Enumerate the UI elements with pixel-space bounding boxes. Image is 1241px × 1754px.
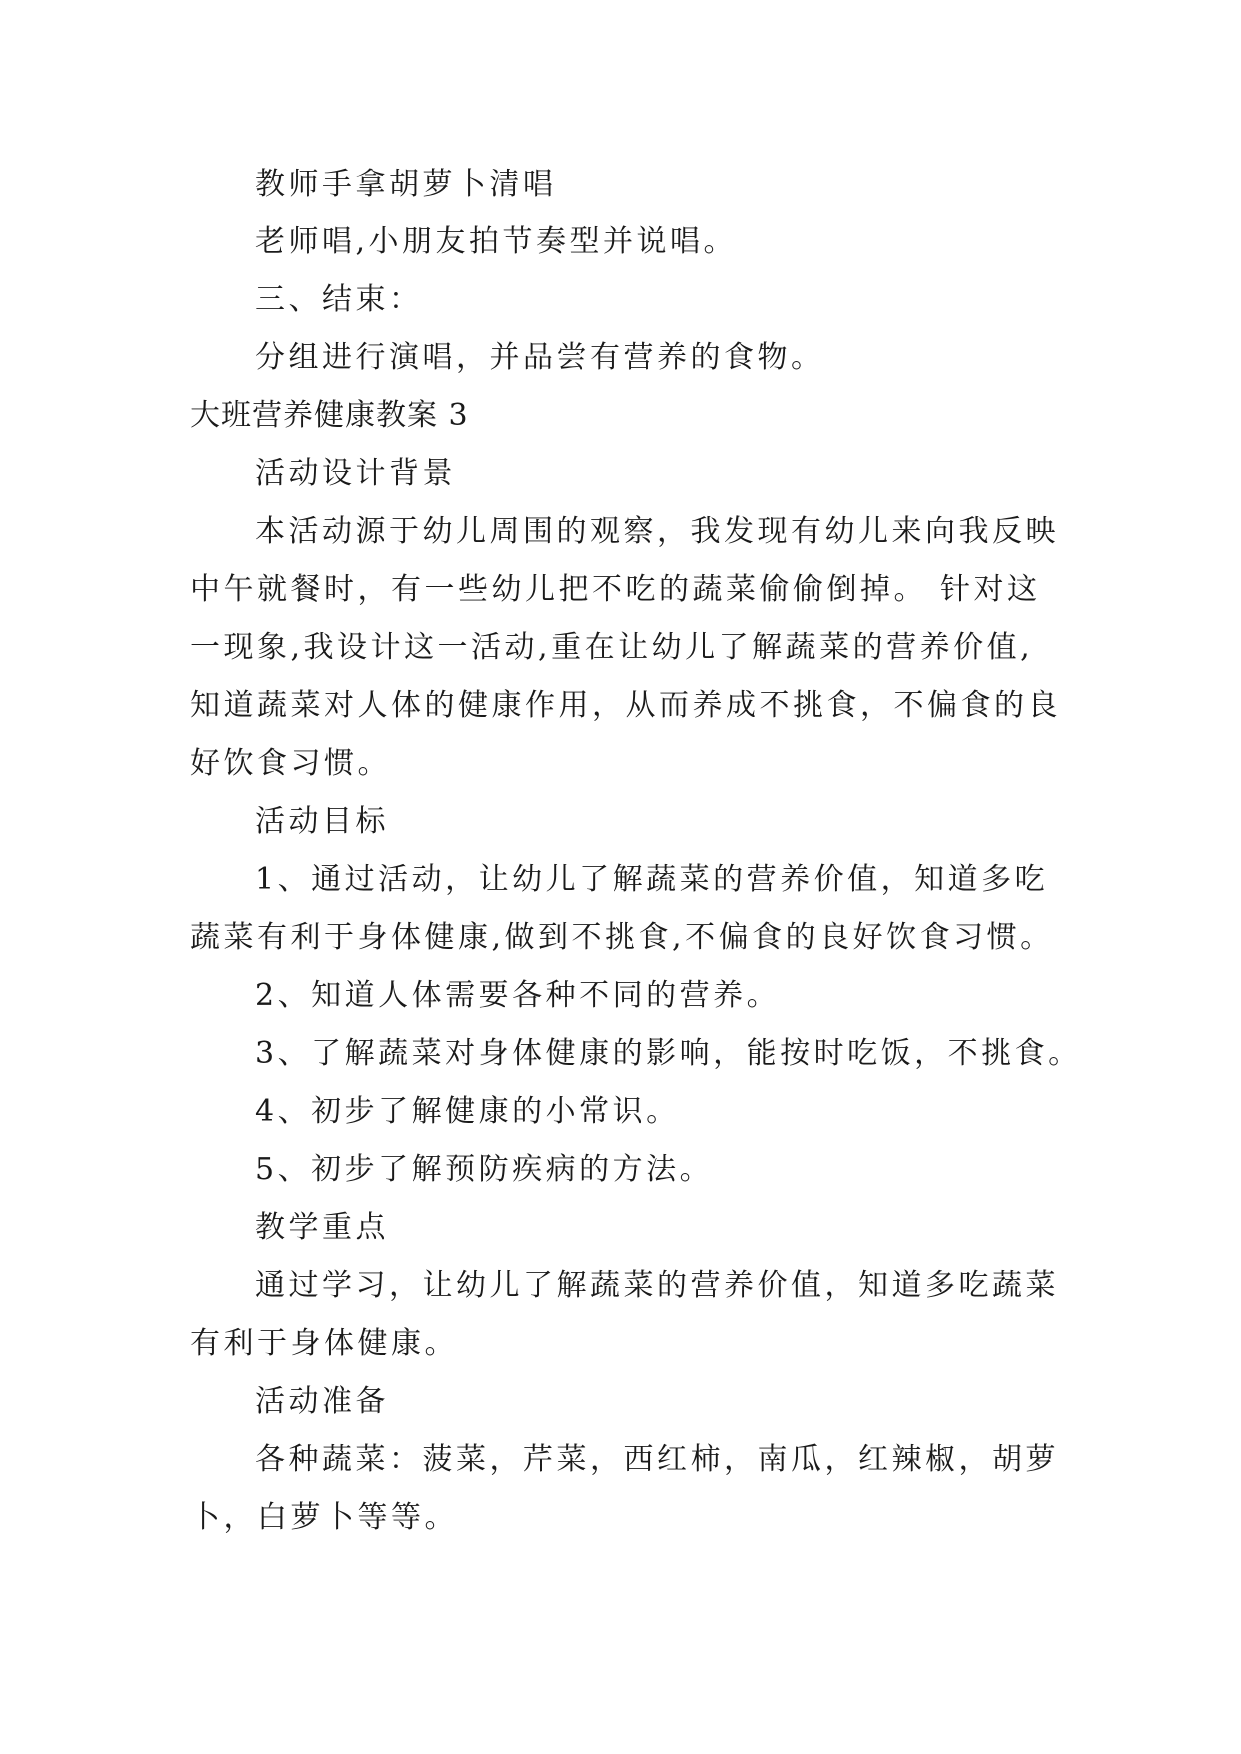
text-line: 知道蔬菜对人体的健康作用，从而养成不挑食，不偏食的良 [190, 688, 1061, 723]
text-line: 教师手拿胡萝卜清唱 [255, 167, 557, 202]
text-line: 老师唱,小朋友拍节奏型并说唱。 [255, 224, 738, 259]
text-line: 本活动源于幼儿周围的观察，我发现有幼儿来向我反映 [255, 514, 1059, 549]
text-line: 2、知道人体需要各种不同的营养。 [255, 978, 781, 1013]
text-line: 5、初步了解预防疾病的方法。 [255, 1152, 714, 1187]
text-line: 4、初步了解健康的小常识。 [255, 1094, 680, 1129]
text-line: 一现象,我设计这一活动,重在让幼儿了解蔬菜的营养价值, [190, 630, 1034, 665]
text-line: 教学重点 [255, 1210, 389, 1245]
text-line: 有利于身体健康。 [190, 1326, 458, 1361]
text-line: 1、通过活动，让幼儿了解蔬菜的营养价值，知道多吃 [255, 862, 1049, 897]
text-line: 分组进行演唱，并品尝有营养的食物。 [255, 340, 825, 375]
text-line: 三、结束： [255, 282, 423, 317]
text-line: 活动准备 [255, 1384, 389, 1419]
section-heading: 大班营养健康教案 3 [190, 398, 469, 433]
text-line: 卜，白萝卜等等。 [190, 1500, 458, 1535]
text-line: 中午就餐时，有一些幼儿把不吃的蔬菜偷偷倒掉。 针对这 [190, 572, 1041, 607]
text-line: 3、了解蔬菜对身体健康的影响，能按时吃饭，不挑食。 [255, 1036, 1082, 1071]
text-line: 好饮食习惯。 [190, 746, 391, 781]
text-line: 蔬菜有利于身体健康,做到不挑食,不偏食的良好饮食习惯。 [190, 920, 1054, 955]
text-line: 活动设计背景 [255, 456, 456, 491]
text-line: 活动目标 [255, 804, 389, 839]
text-line: 通过学习，让幼儿了解蔬菜的营养价值，知道多吃蔬菜 [255, 1268, 1059, 1303]
text-line: 各种蔬菜：菠菜，芹菜，西红柿，南瓜，红辣椒，胡萝 [255, 1442, 1059, 1477]
